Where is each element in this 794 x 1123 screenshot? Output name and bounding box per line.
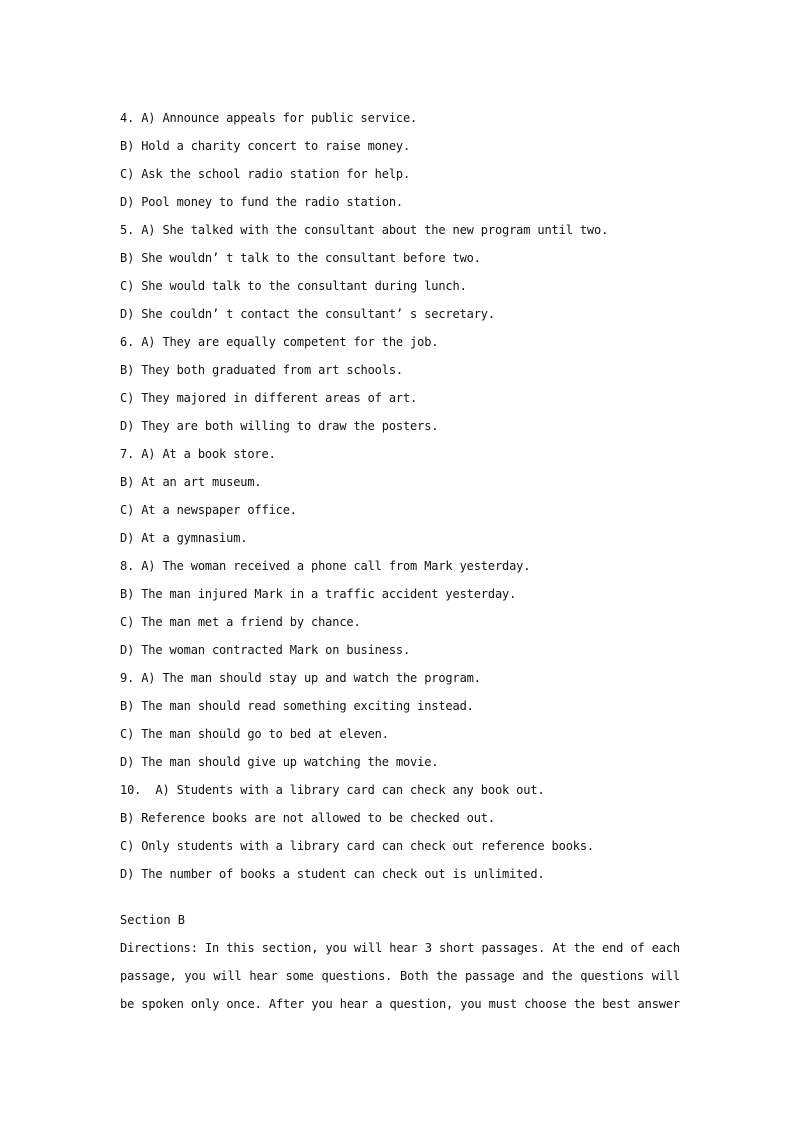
option-line: 8. A) The woman received a phone call from Mark yesterday. bbox=[120, 559, 531, 573]
directions-line: Directions: In this section, you will hear 3 short passages. At the end of each bbox=[120, 941, 680, 955]
option-line: 9. A) The man should stay up and watch the program. bbox=[120, 671, 481, 685]
option-line: 10. A) Students with a library card can check any book out. bbox=[120, 783, 545, 797]
option-line: C) She would talk to the consultant during lunch. bbox=[120, 279, 467, 293]
section-title: Section B bbox=[120, 913, 186, 927]
option-line: B) The man injured Mark in a traffic accident yesterday. bbox=[120, 587, 517, 601]
directions-line: be spoken only once. After you hear a question, you must choose the best answer bbox=[120, 997, 680, 1011]
option-line: B) Hold a charity concert to raise money. bbox=[120, 139, 411, 153]
directions-text bbox=[120, 938, 680, 1022]
option-line: 4. A) Announce appeals for public service. bbox=[120, 111, 418, 125]
option-line: C) Ask the school radio station for help. bbox=[120, 167, 411, 181]
option-line: D) The woman contracted Mark on business. bbox=[120, 643, 411, 657]
option-line: C) They majored in different areas of art. bbox=[120, 391, 418, 405]
option-line: C) The man should go to bed at eleven. bbox=[120, 727, 389, 741]
option-line: D) The number of books a student can check out is unlimited. bbox=[120, 867, 545, 881]
option-line: B) The man should read something exciting instead. bbox=[120, 699, 474, 713]
option-line: D) The man should give up watching the movie. bbox=[120, 755, 439, 769]
option-line: D) She couldn’ t contact the consultant’ s secretary. bbox=[120, 307, 495, 321]
option-line: 6. A) They are equally competent for the job. bbox=[120, 335, 439, 349]
answer-options bbox=[120, 108, 700, 892]
option-line: C) The man met a friend by chance. bbox=[120, 615, 361, 629]
option-line: 5. A) She talked with the consultant about the new program until two. bbox=[120, 223, 609, 237]
section-b bbox=[120, 910, 680, 1022]
directions-line: passage, you will hear some questions. Both the passage and the questions will bbox=[120, 969, 680, 983]
option-line: 7. A) At a book store. bbox=[120, 447, 276, 461]
option-line: D) Pool money to fund the radio station. bbox=[120, 195, 403, 209]
option-line: B) At an art museum. bbox=[120, 475, 262, 489]
option-line: B) She wouldn’ t talk to the consultant before two. bbox=[120, 251, 481, 265]
option-line: D) They are both willing to draw the posters. bbox=[120, 419, 439, 433]
option-line: C) At a newspaper office. bbox=[120, 503, 297, 517]
option-line: D) At a gymnasium. bbox=[120, 531, 248, 545]
option-line: B) They both graduated from art schools. bbox=[120, 363, 403, 377]
option-line: B) Reference books are not allowed to be checked out. bbox=[120, 811, 495, 825]
option-line: C) Only students with a library card can check out reference books. bbox=[120, 839, 594, 853]
